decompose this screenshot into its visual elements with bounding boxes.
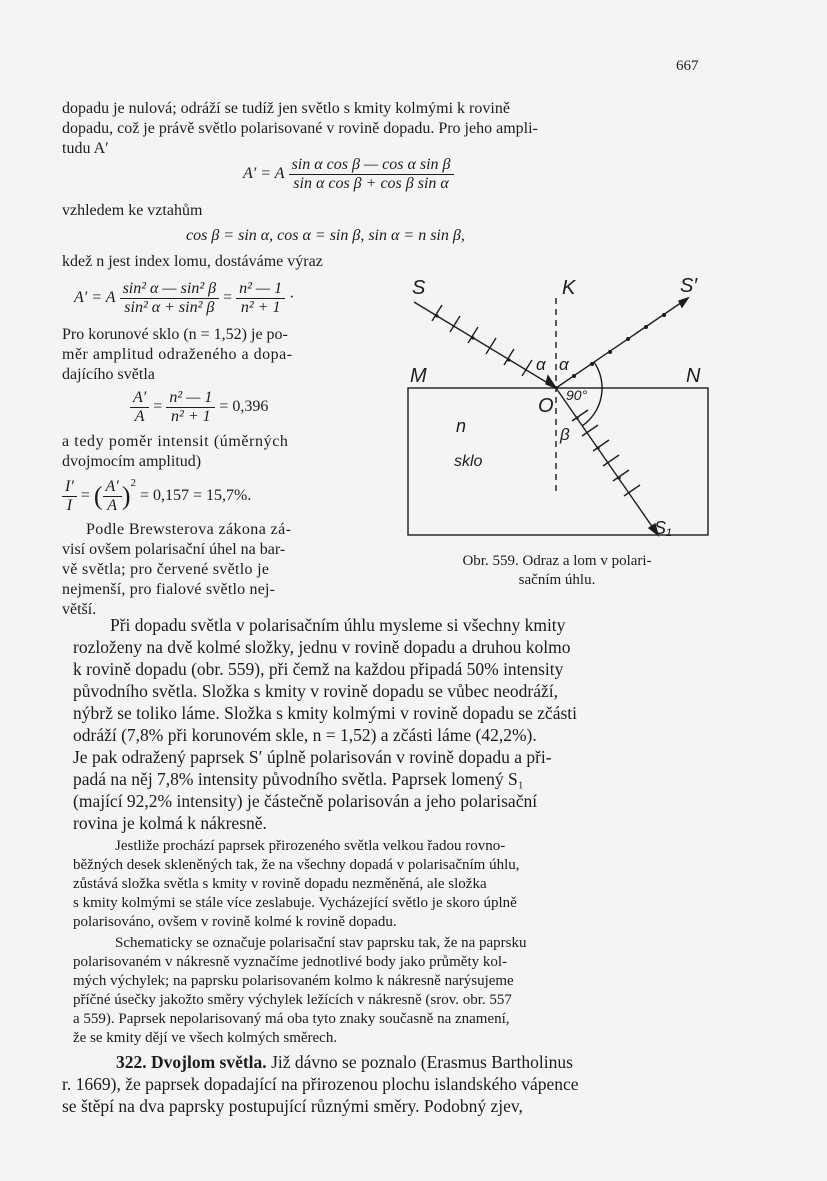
eq5-rhs: = 0,157 = 15,7%. bbox=[139, 487, 252, 505]
text-line: odráží (7,8% při korunovém skle, n = 1,52) a zčásti láme (42,2%). bbox=[73, 725, 537, 745]
eq4-num1: A′ bbox=[130, 389, 149, 408]
refracted-ticks bbox=[572, 410, 640, 496]
eq1-lhs: A′ = A bbox=[243, 165, 285, 183]
section-text: Již dávno se poznalo (Erasmus Bartholinus bbox=[271, 1052, 573, 1072]
text-line: dvojmocím amplitud) bbox=[62, 453, 202, 470]
label-beta: β bbox=[560, 425, 570, 444]
text-line: rovina je kolmá k nákresně. bbox=[73, 813, 267, 833]
eq5-den2: A bbox=[107, 497, 118, 514]
text-line: vě světla; pro červené světlo je bbox=[62, 561, 270, 578]
refracted-ray bbox=[556, 388, 658, 535]
label-K: K bbox=[562, 277, 576, 299]
eq5-num2: A′ bbox=[103, 478, 122, 497]
eq4-fraction-1 bbox=[130, 389, 149, 426]
text-line: a 559). Paprsek nepolarisovaný má oba tyto znaky současně na znamení, bbox=[73, 1011, 510, 1027]
eq4-den1: A bbox=[134, 408, 145, 425]
text-line: Jestliže prochází paprsek přirozeného světla velkou řadou rovno- bbox=[115, 838, 506, 854]
eq4-fraction-2 bbox=[166, 389, 215, 426]
text-line: Schematicky se označuje polarisační stav paprsku tak, že na paprsku bbox=[115, 935, 527, 951]
incident-ticks bbox=[432, 305, 532, 376]
equation-4: $\frac{A'}{A}$ = $\frac{\text{n² — 1}}{\text{n² + 1}}$ = 0,396 bbox=[130, 389, 268, 426]
text-line: nejmenší, pro fialové světlo nej- bbox=[62, 581, 276, 598]
text-line: původního světla. Složka s kmity v rovině dopadu se vůbec neodráží, bbox=[73, 681, 559, 701]
text-line: Při dopadu světla v polarisačním úhlu mysleme si všechny kmity bbox=[110, 615, 566, 635]
text-line: r. 1669), že paprsek dopadající na přirozenou plochu islandského vápence bbox=[62, 1074, 579, 1094]
text-line: rozloženy na dvě kolmé složky, jednu v rovině dopadu a druhou kolmo bbox=[73, 637, 571, 657]
equation-3 bbox=[74, 280, 294, 317]
equation-2: cos β = sin α, cos α = sin β, sin α = n sin β, bbox=[186, 227, 465, 244]
text-line: mých výchylek; na paprsku polarisovaném kolmo k nákresně narýsujeme bbox=[73, 973, 514, 989]
label-M: M bbox=[410, 365, 427, 387]
text-line: padá na něj 7,8% intensity původního světla. Paprsek lomený S₁ bbox=[73, 769, 524, 789]
glass-block bbox=[408, 388, 708, 535]
figure-caption: Obr. 559. Odraz a lom v polari- sačním úhlu. bbox=[462, 553, 652, 588]
eq3-den1: sin² α + sin² β bbox=[124, 299, 215, 316]
label-alpha-right: α bbox=[559, 355, 569, 374]
figure-559 bbox=[396, 270, 716, 550]
section-number: 322. bbox=[116, 1052, 147, 1072]
eq4-rhs: = 0,396 bbox=[219, 398, 269, 416]
text-line: nýbrž se toliko láme. Složka s kmity kolmými v rovině dopadu se zčásti bbox=[73, 703, 578, 723]
label-S: S bbox=[412, 277, 426, 299]
equation-5: $\frac{I'}{I}$ = ( $\frac{A'}{A}$ )$^2$ = 0,157 = 15,7%. bbox=[62, 478, 251, 515]
text-line: měr amplitud odraženého a dopa- bbox=[62, 346, 293, 363]
label-S-prime: S′ bbox=[680, 275, 698, 297]
eq4-den2: n² + 1 bbox=[171, 408, 211, 425]
page-number: 667 bbox=[676, 58, 699, 74]
text-line: běžných desek skleněných tak, že na všechny dopadá v polarisačním úhlu, bbox=[73, 857, 520, 873]
text-line: Pro korunové sklo (n = 1,52) je po- bbox=[62, 326, 288, 343]
text-line: zůstává složka světla s kmity v rovině dopadu nezměněná, ale složka bbox=[73, 876, 487, 892]
label-S1: S₁ bbox=[654, 518, 672, 538]
eq3-fraction-1 bbox=[120, 280, 220, 317]
text-line: příčné úsečky jakožto směry výchylek ležících v nákresně (srov. obr. 557 bbox=[73, 992, 512, 1008]
eq5-fraction-1 bbox=[62, 478, 77, 515]
text-line: kdež n jest index lomu, dostáváme výraz bbox=[62, 253, 323, 270]
eq5-exponent: 2 bbox=[130, 476, 136, 489]
label-n: n bbox=[456, 416, 467, 436]
reflected-arrowhead bbox=[679, 298, 688, 307]
section-title: Dvojlom světla. bbox=[151, 1052, 267, 1072]
text-line: vzhledem ke vztahům bbox=[62, 202, 203, 219]
text-line: polarisovaném v nákresně vyznačíme jednotlivé body jako průměty kol- bbox=[73, 954, 508, 970]
label-alpha-left: α bbox=[536, 355, 546, 374]
equation-1 bbox=[243, 156, 454, 193]
text-line: dopadu, což je právě světlo polarisované v rovině dopadu. Pro jeho ampli- bbox=[62, 120, 538, 137]
label-O: O bbox=[538, 395, 554, 417]
text-line: a tedy poměr intensit (úměrných bbox=[62, 433, 289, 450]
eq3-tail: · bbox=[289, 289, 295, 307]
text-line: dopadu je nulová; odráží se tudíž jen světlo s kmity kolmými k rovině bbox=[62, 100, 510, 117]
text-line: polarisováno, ovšem v rovině kolmé k rovině dopadu. bbox=[73, 914, 397, 930]
eq3-fraction-2 bbox=[236, 280, 285, 317]
eq4-num2: n² — 1 bbox=[166, 389, 215, 408]
eq1-numerator: sin α cos β — cos α sin β bbox=[289, 156, 454, 175]
eq1-denominator: sin α cos β + cos β sin α bbox=[293, 175, 449, 192]
text-line: tudu A′ bbox=[62, 140, 109, 157]
reflected-ray bbox=[556, 298, 688, 388]
text-line: že se kmity dějí ve všech kolmých směrech. bbox=[73, 1030, 338, 1046]
eq3-lhs: A′ = A bbox=[74, 289, 116, 307]
eq5-num1: I′ bbox=[62, 478, 77, 497]
eq5-den1: I bbox=[66, 497, 73, 514]
label-90-degrees: 90° bbox=[566, 387, 588, 403]
text-line: s kmity kolmými se stále více zeslabuje. Vycházející světlo je skoro úplně bbox=[73, 895, 517, 911]
text-line: (mající 92,2% intensity) je částečně polarisován a jeho polarisační bbox=[73, 791, 538, 811]
text-line: se štěpí na dva paprsky postupující různými směry. Podobný zjev, bbox=[62, 1096, 523, 1116]
eq3-num2: n² — 1 bbox=[236, 280, 285, 299]
eq3-num1: sin² α — sin² β bbox=[120, 280, 220, 299]
text-line: visí ovšem polarisační úhel na bar- bbox=[62, 541, 286, 558]
label-sklo: sklo bbox=[454, 453, 483, 470]
incident-arrowhead bbox=[546, 376, 556, 388]
text-line: Podle Brewsterova zákona zá- bbox=[86, 521, 292, 538]
eq3-den2: n² + 1 bbox=[240, 299, 281, 316]
text-line: k rovině dopadu (obr. 559), při čemž na každou připadá 50% intensity bbox=[73, 659, 564, 679]
eq3-equals: = bbox=[223, 289, 233, 307]
eq1-fraction bbox=[289, 156, 454, 193]
label-N: N bbox=[686, 365, 701, 387]
section-heading-line bbox=[116, 1052, 573, 1073]
eq5-fraction-2 bbox=[103, 478, 122, 515]
text-line: dajícího světla bbox=[62, 366, 155, 383]
text-line: Je pak odražený paprsek S′ úplně polarisován v rovině dopadu a při- bbox=[73, 747, 552, 767]
text-line: větší. bbox=[62, 601, 97, 618]
